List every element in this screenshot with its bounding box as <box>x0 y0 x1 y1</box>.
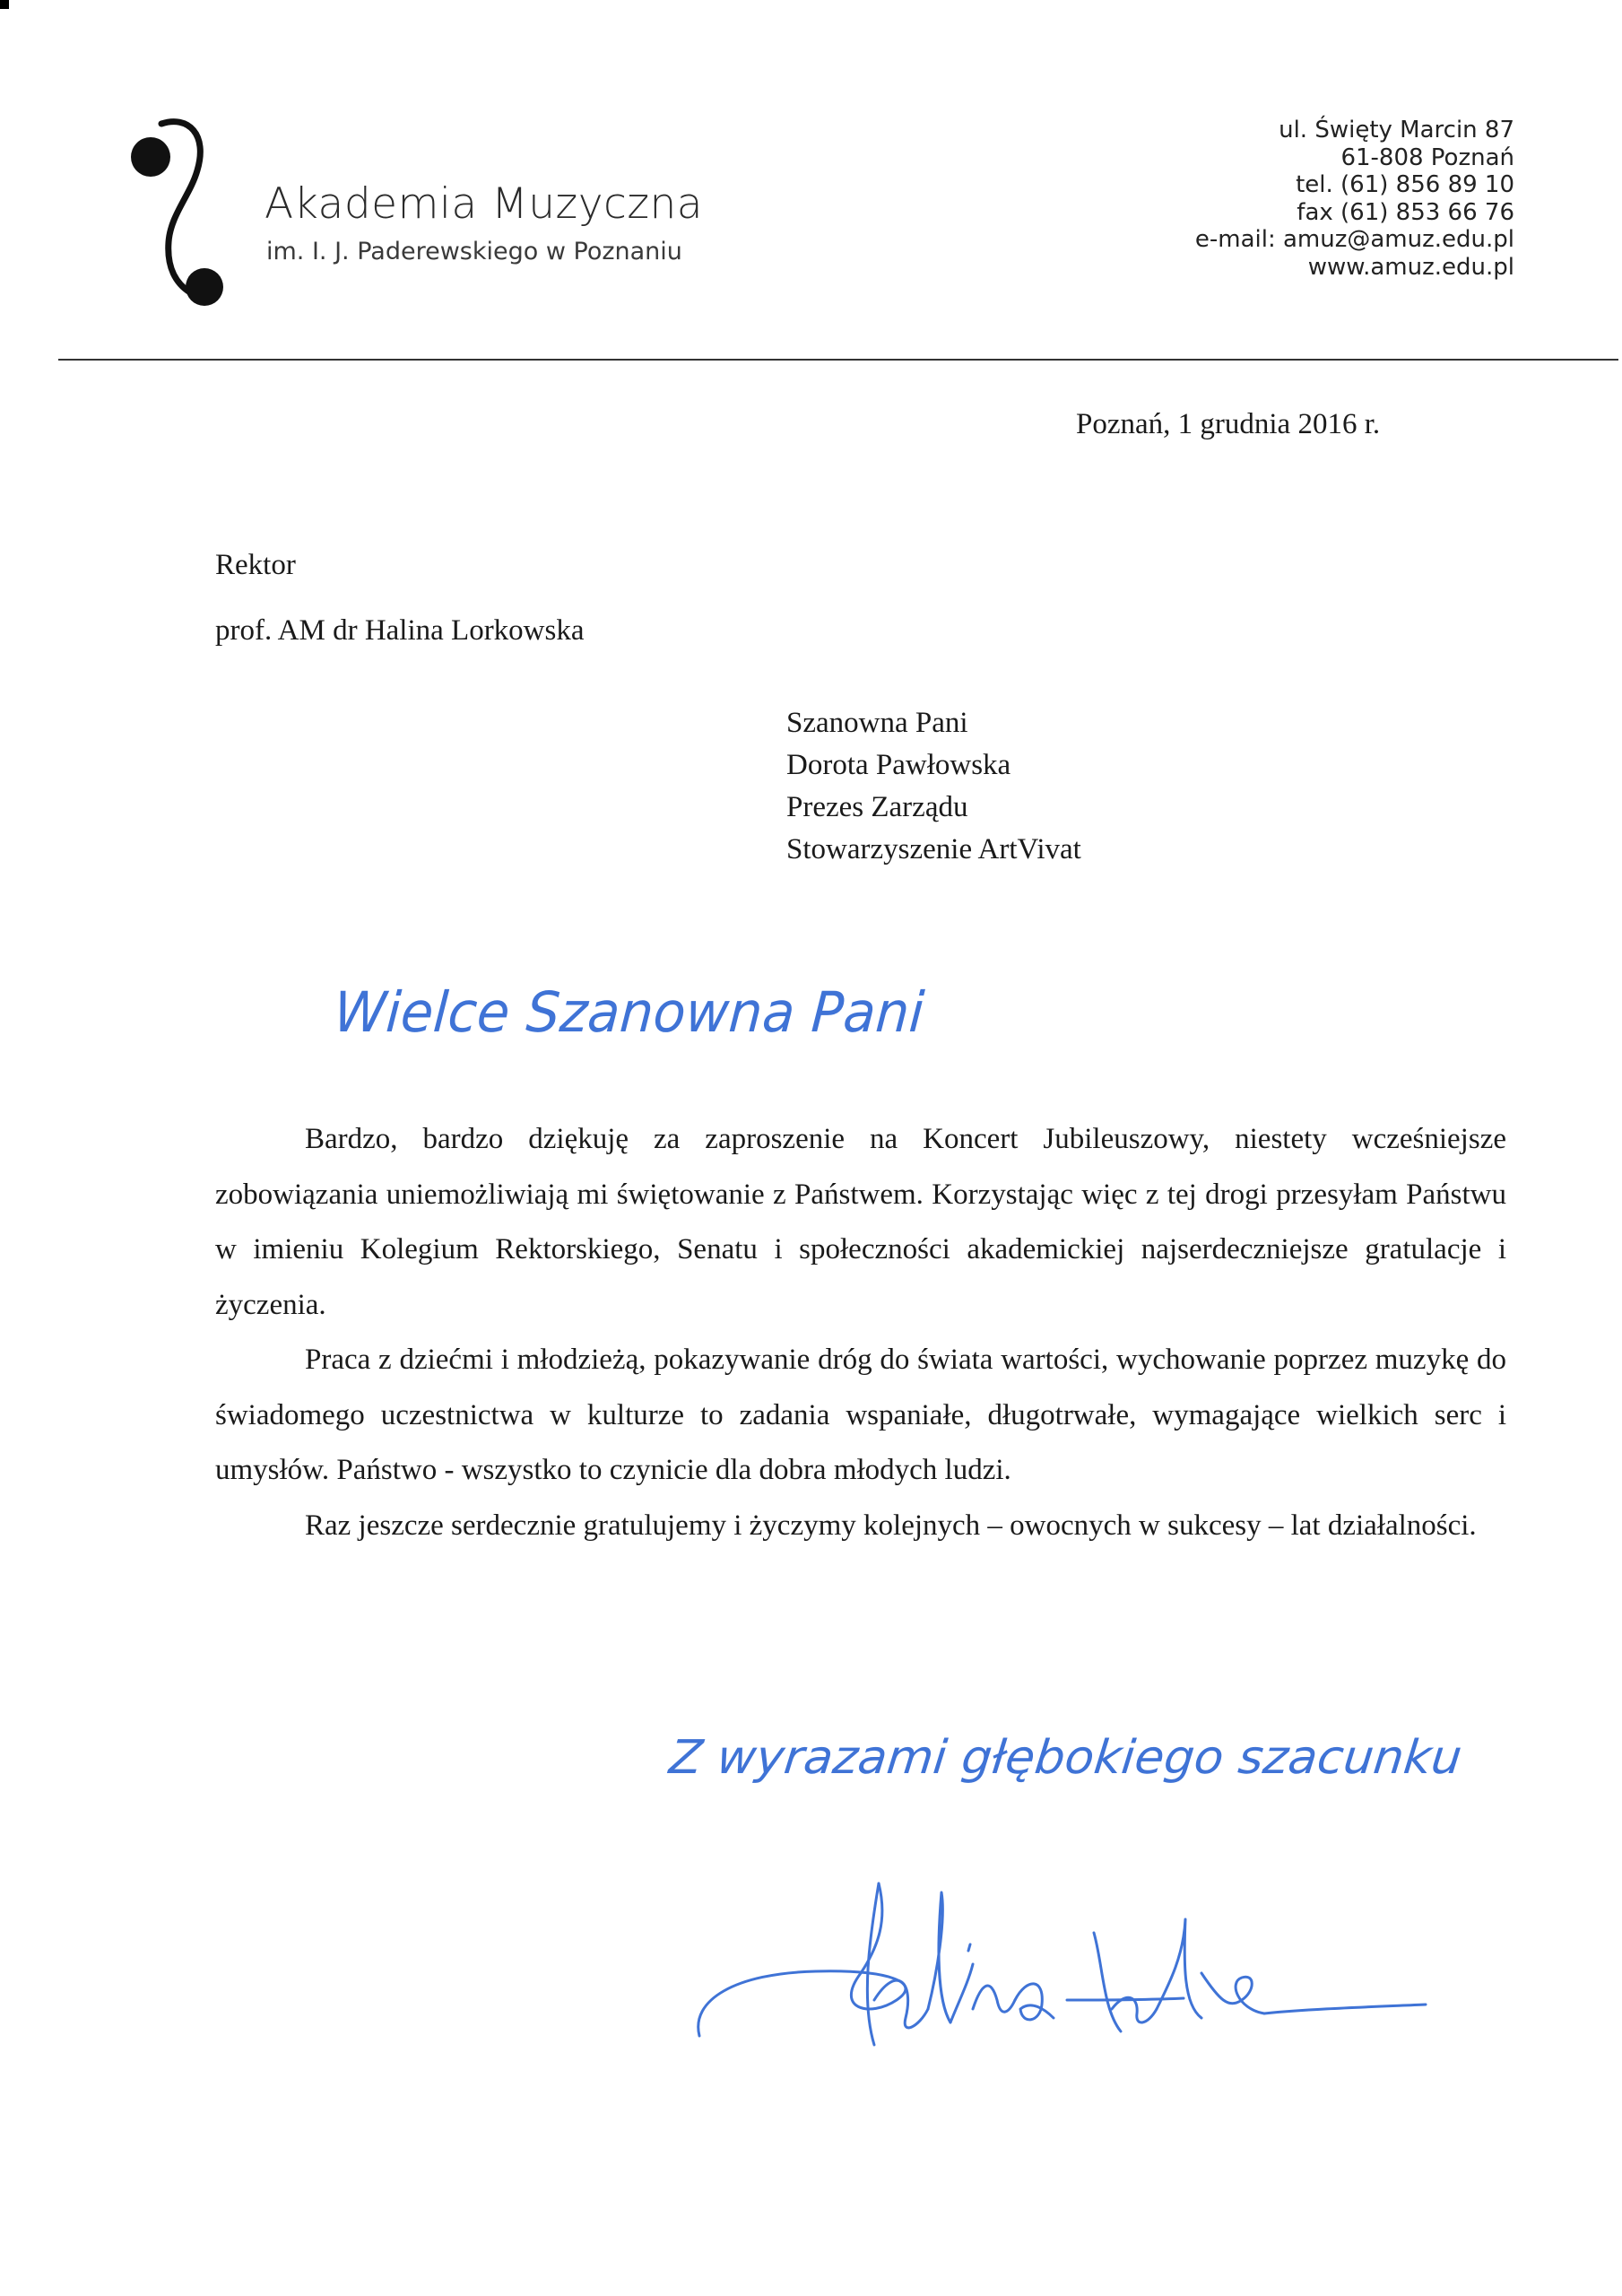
institution-name: Akademia Muzyczna <box>265 179 704 229</box>
contact-street: ul. Święty Marcin 87 <box>1279 117 1514 144</box>
recipient-block <box>786 702 1081 871</box>
scan-corner-mark <box>0 0 9 9</box>
sender-name: prof. AM dr Halina Lorkowska <box>215 614 585 647</box>
recipient-name: Dorota Pawłowska <box>786 749 1011 781</box>
contact-postal-city: 61-808 Poznań <box>1340 144 1514 171</box>
contact-phone: tel. (61) 856 89 10 <box>1296 171 1514 198</box>
sender-title: Rektor <box>215 549 296 581</box>
academy-logo-icon <box>126 108 242 323</box>
sender-block <box>215 533 585 664</box>
institution-subtitle: im. I. J. Paderewskiego w Poznaniu <box>266 238 682 265</box>
recipient-organization: Stowarzyszenie ArtVivat <box>786 833 1081 865</box>
contact-website: www.amuz.edu.pl <box>1307 253 1514 281</box>
recipient-position: Prezes Zarządu <box>786 791 968 823</box>
recipient-salutation: Szanowna Pani <box>786 707 968 739</box>
header-divider <box>58 359 1618 361</box>
contact-email: e-mail: amuz@amuz.edu.pl <box>1194 226 1514 253</box>
paragraph-3: Raz jeszcze serdecznie gratulujemy i życzymy kolejnych – owocnych w sukcesy – lat działalności. <box>305 1509 1477 1542</box>
letter-body <box>215 1112 1506 1553</box>
paragraph-2: Praca z dziećmi i młodzieżą, pokazywanie dróg do świata wartości, wychowanie poprzez muzykę do świadomego uczestnictwa w kulturze to zadania wspaniałe, długotrwałe, wymagające wielkich serc i umysłów. Państwo - wszystko to czynicie dla dobra młodych ludzi. <box>215 1344 1506 1486</box>
contact-fax: fax (61) 853 66 76 <box>1297 198 1514 226</box>
handwritten-closing: Z wyrazami głębokiego szacunku <box>666 1731 1465 1785</box>
date-line: Poznań, 1 grudnia 2016 r. <box>1076 408 1381 440</box>
signature-icon <box>681 1866 1444 2081</box>
paragraph-1: Bardzo, bardzo dziękuję za zaproszenie na Koncert Jubileuszowy, niestety wcześniejsze zobowiązania uniemożliwiają mi świętowanie z Państwem. Korzystając więc z tej drogi przesyłam Państwu w imieniu Kolegium Rektorskiego, Senatu i społeczności akademickiej najserdeczniejsze gratulacje i życzenia. <box>215 1123 1506 1321</box>
handwritten-salutation: Wielce Szanowna Pani <box>332 979 926 1045</box>
contact-block <box>1195 117 1514 281</box>
